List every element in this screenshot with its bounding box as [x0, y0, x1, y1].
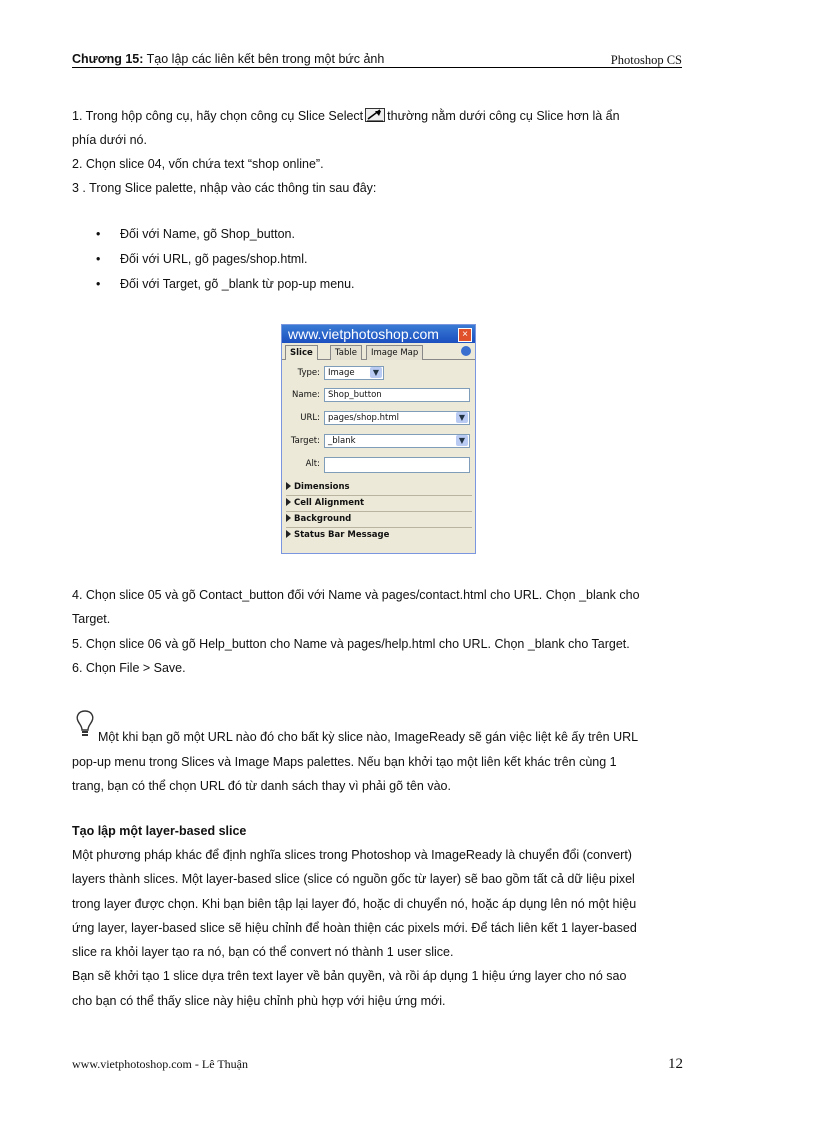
- section-label: Cell Alignment: [294, 498, 365, 508]
- disclosure-triangle-icon: [286, 482, 291, 490]
- section-cell-alignment[interactable]: [286, 498, 364, 508]
- bullet-dot: •: [96, 227, 101, 241]
- url-row: [286, 411, 472, 425]
- tip-line-1: Một khi bạn gõ một URL nào đó cho bất kỳ slice nào, ImageReady sẽ gán việc liệt kê ấy trên URL: [98, 730, 639, 744]
- target-row: [286, 434, 472, 448]
- chevron-down-icon[interactable]: ▼: [456, 435, 468, 446]
- palette-menu-icon[interactable]: [461, 346, 471, 356]
- section-line: cho bạn có thể thấy slice này hiệu chỉnh phù hợp với hiệu ứng mới.: [72, 994, 446, 1008]
- bullet-item: [96, 227, 295, 241]
- section-line: Một phương pháp khác để định nghĩa slices trong Photoshop và ImageReady là chuyển đổi (convert): [72, 848, 632, 862]
- divider: [286, 495, 472, 496]
- step-1: [72, 108, 620, 124]
- section-line: Bạn sẽ khởi tạo 1 slice dựa trên text layer về bản quyền, và rồi áp dụng 1 hiệu ứng layer cho nó sao: [72, 969, 627, 983]
- slice-select-tool-icon: [365, 108, 385, 122]
- lightbulb-icon: [74, 709, 96, 739]
- page-number: 12: [668, 1056, 683, 1072]
- chapter-title-text: Tạo lập các liên kết bên trong một bức ảnh: [143, 52, 385, 66]
- divider: [286, 511, 472, 512]
- chapter-title: [72, 52, 384, 66]
- close-icon[interactable]: ×: [458, 328, 472, 342]
- chevron-down-icon[interactable]: ▼: [456, 412, 468, 423]
- url-label: URL:: [300, 413, 320, 423]
- palette-title: www.vietphotoshop.com: [288, 326, 439, 342]
- type-label: Type:: [297, 368, 320, 378]
- tip-line-2: pop-up menu trong Slices và Image Maps palettes. Nếu bạn khởi tạo một liên kết khác trên cùng 1: [72, 755, 617, 769]
- slice-palette-screenshot: [281, 324, 476, 554]
- url-input[interactable]: pages/shop.html: [324, 411, 470, 425]
- disclosure-triangle-icon: [286, 530, 291, 538]
- palette-tabs: [282, 343, 475, 360]
- section-status-bar-message[interactable]: [286, 530, 389, 540]
- step-1-cont: phía dưới nó.: [72, 133, 147, 147]
- section-line: layers thành slices. Một layer-based slice (slice có nguồn gốc từ layer) sẽ bao gồm tất cả dữ liệu pixel: [72, 872, 635, 886]
- chevron-down-icon[interactable]: ▼: [370, 367, 382, 378]
- section-background[interactable]: [286, 514, 351, 524]
- section-dimensions[interactable]: [286, 482, 350, 492]
- bullet-text: Đối với URL, gõ pages/shop.html.: [120, 252, 308, 266]
- divider: [286, 527, 472, 528]
- disclosure-triangle-icon: [286, 498, 291, 506]
- target-label: Target:: [290, 436, 320, 446]
- step-2: 2. Chọn slice 04, vốn chứa text “shop online”.: [72, 157, 324, 171]
- footer-site: www.vietphotoshop.com - Lê Thuận: [72, 1057, 248, 1071]
- section-heading: Tạo lập một layer-based slice: [72, 824, 247, 838]
- bullet-text: Đối với Name, gõ Shop_button.: [120, 227, 295, 241]
- step-1-text-b: thường nằm dưới công cụ Slice hơn là ẩn: [387, 109, 620, 123]
- step-3: 3 . Trong Slice palette, nhập vào các thông tin sau đây:: [72, 181, 377, 195]
- step-6: 6. Chọn File > Save.: [72, 661, 186, 675]
- step-5: 5. Chọn slice 06 và gõ Help_button cho Name và pages/help.html cho URL. Chọn _blank cho Target.: [72, 637, 630, 651]
- tab-slice[interactable]: Slice: [285, 345, 318, 360]
- name-input[interactable]: Shop_button: [324, 388, 470, 402]
- section-label: Dimensions: [294, 482, 350, 492]
- section-line: slice ra khỏi layer tạo ra nó, bạn có thể convert nó thành 1 user slice.: [72, 945, 454, 959]
- name-label: Name:: [292, 390, 320, 400]
- palette-titlebar: [282, 325, 475, 343]
- chapter-label: Chương 15:: [72, 52, 144, 66]
- section-line: trong layer được chọn. Khi bạn biên tập lại layer đó, hoặc di chuyển nó, hoặc áp dụng lên nó một hiệu: [72, 897, 637, 911]
- tip-line-3: trang, bạn có thể chọn URL đó từ danh sách thay vì phải gõ tên vào.: [72, 779, 451, 793]
- page-header: [72, 52, 682, 68]
- section-label: Background: [294, 514, 352, 524]
- type-select[interactable]: Image: [324, 366, 384, 380]
- bullet-item: [96, 252, 308, 266]
- header-app-name: Photoshop CS: [610, 53, 682, 67]
- step-4-cont: Target.: [72, 612, 111, 626]
- alt-row: [286, 457, 472, 471]
- tab-image-map[interactable]: Image Map: [366, 345, 423, 360]
- bullet-dot: •: [96, 252, 101, 266]
- name-row: [286, 388, 472, 402]
- alt-label: Alt:: [305, 459, 320, 469]
- tab-table[interactable]: Table: [330, 345, 362, 360]
- bullet-item: [96, 277, 355, 291]
- alt-input[interactable]: [324, 457, 470, 473]
- section-line: ứng layer, layer-based slice sẽ hiệu chỉnh để hoàn thiện các pixels mới. Để tách liên kết 1 layer-based: [72, 921, 637, 935]
- type-row: [286, 366, 472, 380]
- bullet-text: Đối với Target, gõ _blank từ pop-up menu.: [120, 277, 355, 291]
- disclosure-triangle-icon: [286, 514, 291, 522]
- bullet-dot: •: [96, 277, 101, 291]
- section-label: Status Bar Message: [294, 530, 390, 540]
- step-1-text-a: 1. Trong hộp công cụ, hãy chọn công cụ Slice Select: [72, 109, 364, 123]
- step-4: 4. Chọn slice 05 và gõ Contact_button đối với Name và pages/contact.html cho URL. Chọn _blank cho: [72, 588, 640, 602]
- target-input[interactable]: _blank: [324, 434, 470, 448]
